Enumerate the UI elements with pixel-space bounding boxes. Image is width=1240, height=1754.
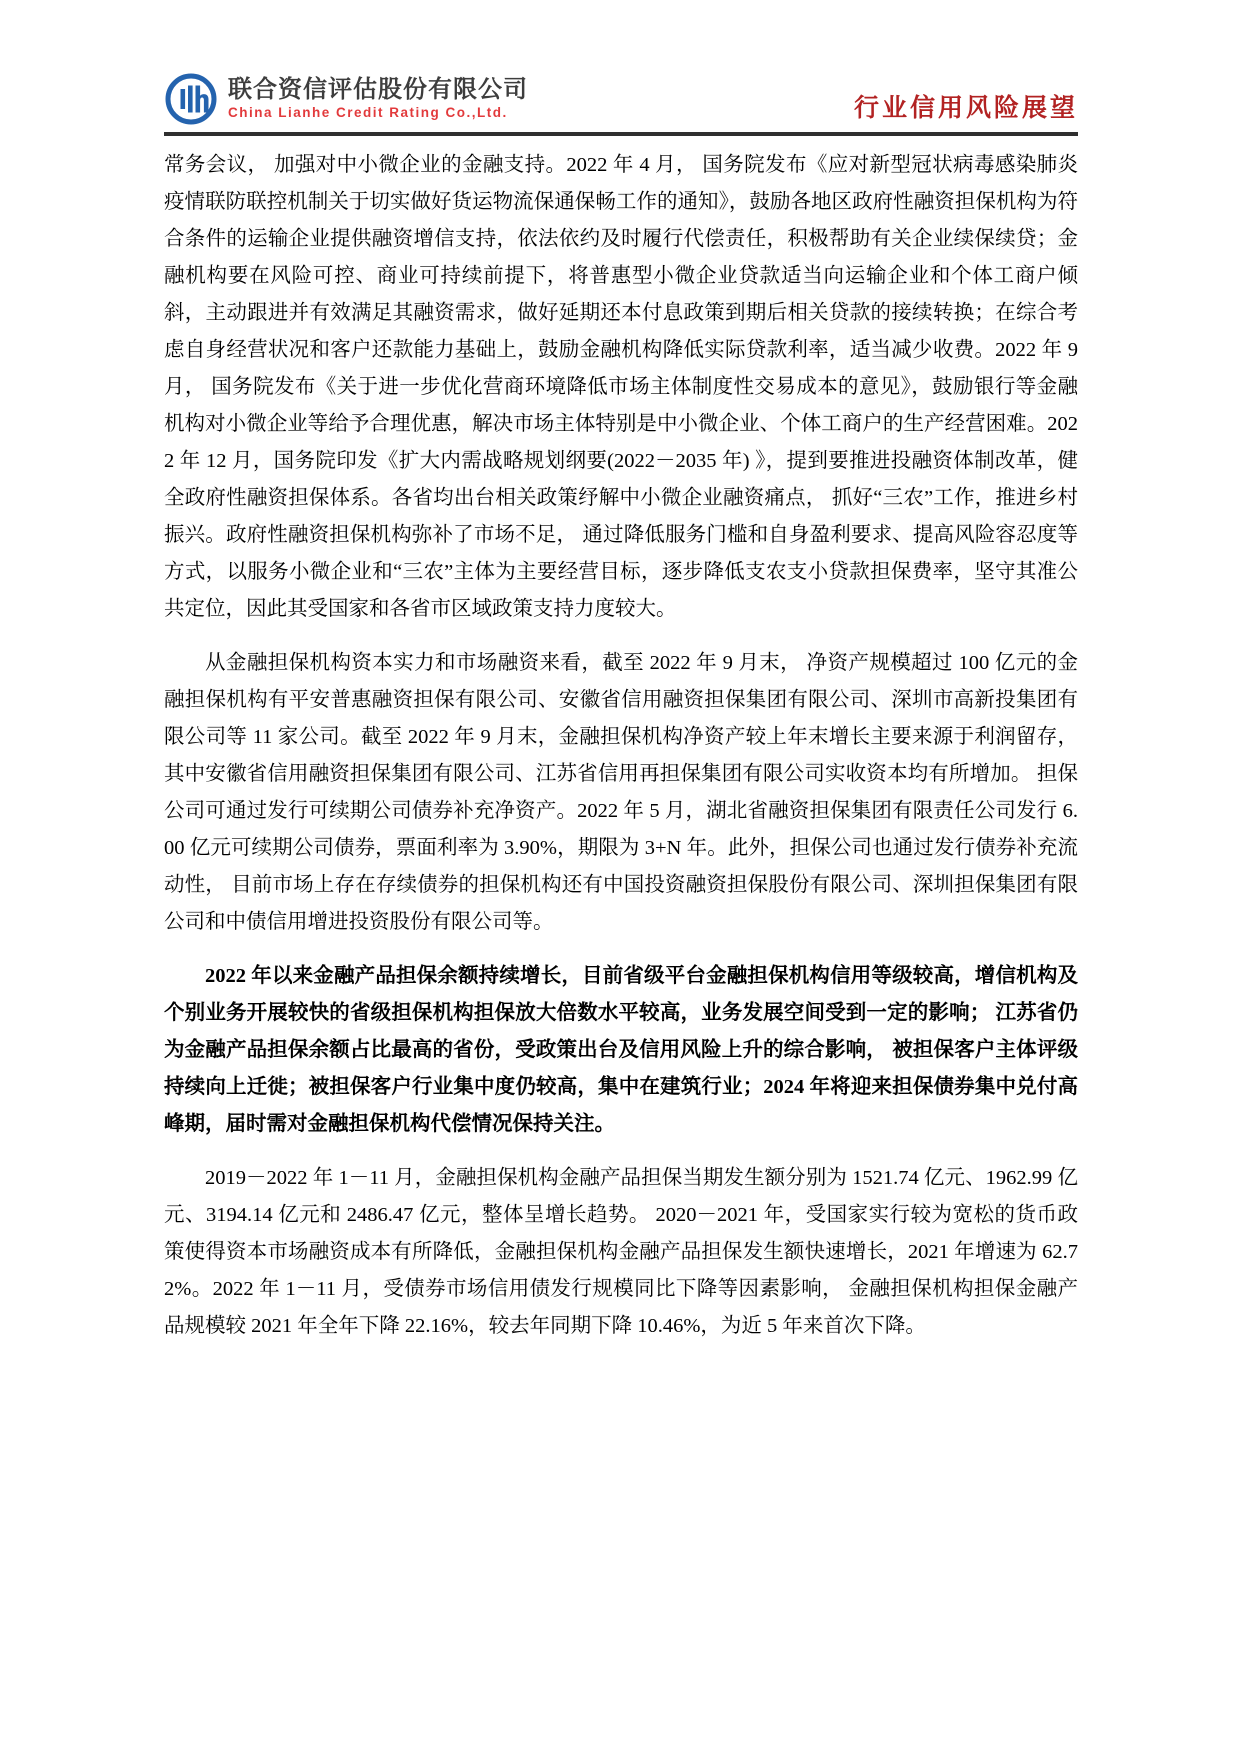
company-name-en: China Lianhe Credit Rating Co.,Ltd.	[228, 105, 508, 121]
company-name-block	[228, 77, 528, 121]
header-divider	[164, 132, 1078, 136]
lianhe-logo-icon	[164, 72, 218, 126]
company-name-cn: 联合资信评估股份有限公司	[228, 75, 528, 103]
paragraph-guarantee-volume: 2019－2022 年 1－11 月，金融担保机构金融产品担保当期发生额分别为 1521.74 亿元、1962.99 亿元、3194.14 亿元和 2486.47 亿元，整体呈增长趋势。 2020－2021 年，受国家实行较为宽松的货币政策使得资本市场融资成本有所降低，金融担保机构金融产品担保发生额快速增长，2021 年增速为 62.72%。2022 年 1－11 月，受债券市场信用债发行规模同比下降等因素影响， 金融担保机构担保金融产品规模较 2021 年全年下降 22.16%，较去年同期下降 10.46%，为近 5 年来首次下降。	[164, 1167, 1078, 1337]
paragraph-policy-support: 常务会议， 加强对中小微企业的金融支持。2022 年 4 月， 国务院发布《应对新型冠状病毒感染肺炎疫情联防联控机制关于切实做好货运物流保通保畅工作的通知》，鼓励各地区政府性融资担保机构为符合条件的运输企业提供融资增信支持，依法依约及时履行代偿责任，积极帮助有关企业续保续贷；金融机构要在风险可控、商业可持续前提下，将普惠型小微企业贷款适当向运输企业和个体工商户倾斜，主动跟进并有效满足其融资需求，做好延期还本付息政策到期后相关贷款的接续转换；在综合考虑自身经营状况和客户还款能力基础上，鼓励金融机构降低实际贷款利率，适当减少收费。2022 年 9 月， 国务院发布《关于进一步优化营商环境降低市场主体制度性交易成本的意见》，鼓励银行等金融机构对小微企业等给予合理优惠，解决市场主体特别是中小微企业、个体工商户的生产经营困难。2022 年 12 月，国务院印发《扩大内需战略规划纲要(2022－2035 年) 》，提到要推进投融资体制改革，健全政府性融资担保体系。各省均出台相关政策纾解中小微企业融资痛点， 抓好“三农”工作，推进乡村振兴。政府性融资担保机构弥补了市场不足， 通过降低服务门槛和自身盈利要求、提高风险容忍度等方式，以服务小微企业和“三农”主体为主要经营目标，逐步降低支农支小贷款担保费率，坚守其准公共定位，因此其受国家和各省市区域政策支持力度较大。	[164, 154, 1078, 620]
doc-type-label: 行业信用风险展望	[853, 95, 1078, 122]
page-header	[164, 72, 1078, 126]
company-brand	[164, 72, 528, 126]
document-body	[164, 147, 1078, 1345]
paragraph-bold-summary: 2022 年以来金融产品担保余额持续增长，目前省级平台金融担保机构信用等级较高，增信机构及个别业务开展较快的省级担保机构担保放大倍数水平较高，业务发展空间受到一定的影响； 江苏省仍为金融产品担保余额占比最高的省份，受政策出台及信用风险上升的综合影响， 被担保客户主体评级持续向上迁徙；被担保客户行业集中度仍较高，集中在建筑行业；2024 年将迎来担保债券集中兑付高峰期，届时需对金融担保机构代偿情况保持关注。	[164, 965, 1078, 1135]
paragraph-capital-strength: 从金融担保机构资本实力和市场融资来看，截至 2022 年 9 月末， 净资产规模超过 100 亿元的金融担保机构有平安普惠融资担保有限公司、安徽省信用融资担保集团有限公司、深圳市高新投集团有限公司等 11 家公司。截至 2022 年 9 月末，金融担保机构净资产较上年末增长主要来源于利润留存，其中安徽省信用融资担保集团有限公司、江苏省信用再担保集团有限公司实收资本均有所增加。 担保公司可通过发行可续期公司债券补充净资产。2022 年 5 月，湖北省融资担保集团有限责任公司发行 6.00 亿元可续期公司债券，票面利率为 3.90%，期限为 3+N 年。此外，担保公司也通过发行债券补充流动性， 目前市场上存在存续债券的担保机构还有中国投资融资担保股份有限公司、深圳担保集团有限公司和中债信用增进投资股份有限公司等。	[164, 652, 1078, 933]
